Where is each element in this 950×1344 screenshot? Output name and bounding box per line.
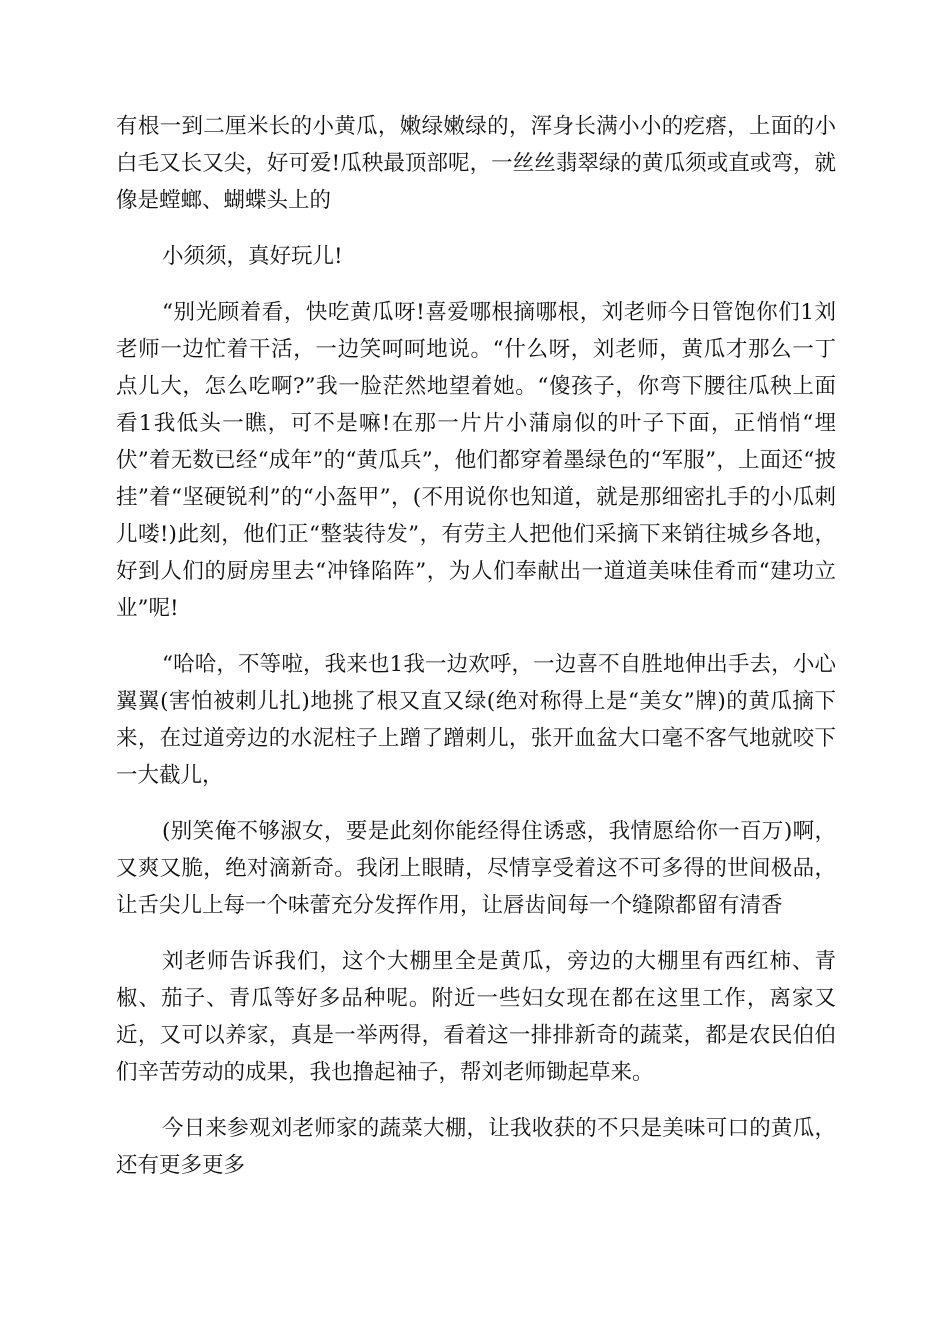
paragraph-5: (别笑俺不够淑女，要是此刻你能经得住诱惑，我情愿给你一百万)啊，又爽又脆，绝对滴新奇。我闭上眼睛，尽情享受着这不可多得的世间极品，让舌尖儿上每一个味蕾充分发挥作用，让唇齿间每一个缝隙都留有清香 (116, 819, 836, 918)
paragraph-2: 小须须，真好玩儿! (162, 244, 343, 269)
paragraph-1: 有根一到二厘米长的小黄瓜，嫩绿嫩绿的，浑身长满小小的疙瘩，上面的小白毛又长又尖，好可爱!瓜秧最顶部呢，一丝丝翡翠绿的黄瓜须或直或弯，就像是螳螂、蝴蝶头上的 (116, 114, 836, 213)
paragraph-4: “哈哈，不等啦，我来也1我一边欢呼，一边喜不自胜地伸出手去，小心翼翼(害怕被刺儿扎)地挑了根又直又绿(绝对称得上是“美女”牌)的黄瓜摘下来，在过道旁边的水泥柱子上蹭了蹭刺儿，张开血盆大口毫不客气地就咬下一大截儿， (116, 652, 836, 788)
paragraph-3: “别光顾着看，快吃黄瓜呀!喜爱哪根摘哪根，刘老师今日管饱你们1刘老师一边忙着干活，一边笑呵呵地说。“什么呀，刘老师，黄瓜才那么一丁点儿大，怎么吃啊?”我一脸茫然地望着她。“傻孩子，你弯下腰往瓜秧上面看1我低头一瞧，可不是嘛!在那一片片小蒲扇似的叶子下面，正悄悄“埋伏”着无数已经“成年”的“黄瓜兵”，他们都穿着墨绿色的“军服”，上面还“披挂”着“坚硬锐利”的“小盔甲”，(不用说你也知道，就是那细密扎手的小瓜刺儿喽!)此刻，他们正“整装待发”，有劳主人把他们采摘下来销往城乡各地，好到人们的厨房里去“冲锋陷阵”，为人们奉献出一道道美味佳肴而“建功立业”呢! (116, 300, 836, 621)
paragraph-6: 刘老师告诉我们，这个大棚里全是黄瓜，旁边的大棚里有西红柿、青椒、茄子、青瓜等好多品种呢。附近一些妇女现在都在这里工作，离家又近，又可以养家，真是一举两得，看着这一排排新奇的蔬菜，都是农民伯伯们辛苦劳动的成果，我也撸起袖子，帮刘老师锄起草来。 (116, 949, 836, 1085)
paragraph-7: 今日来参观刘老师家的蔬菜大棚，让我收获的不只是美味可口的黄瓜，还有更多更多 (116, 1116, 836, 1178)
document-page (116, 108, 836, 1203)
